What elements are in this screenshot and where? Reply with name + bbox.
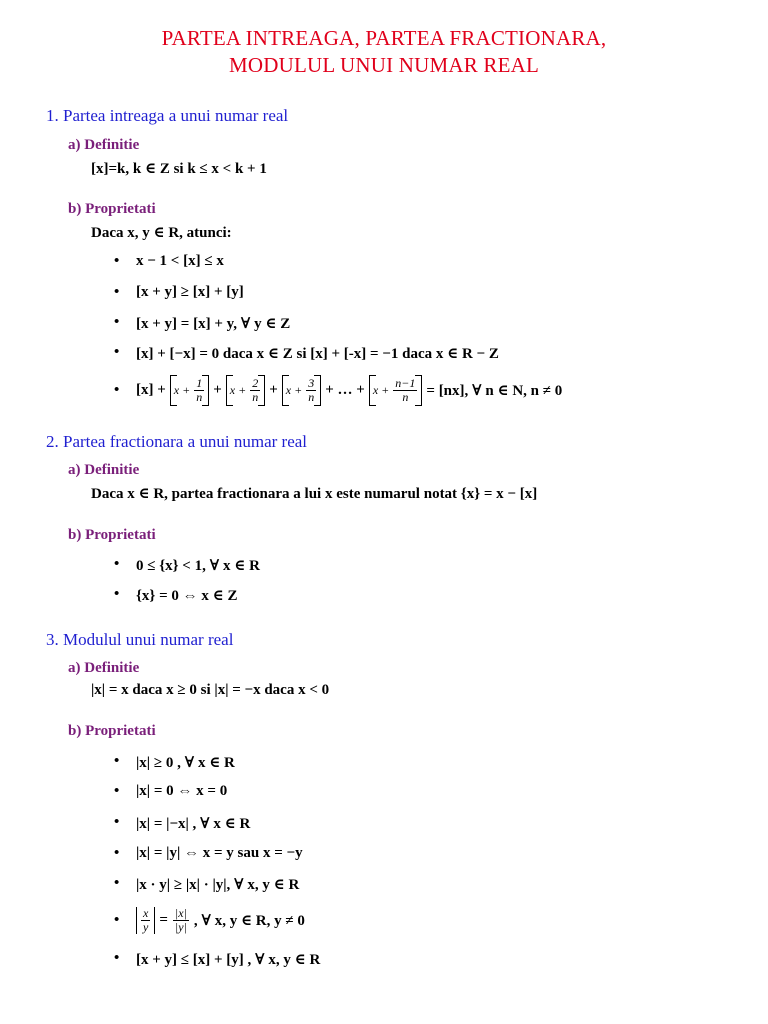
property-item: {x} = 0 ⇔ x ∈ Z: [136, 588, 238, 604]
property-item: |x| = |y| ⇔ x = y sau x = −y: [136, 845, 303, 861]
property-item: [x + y] ≤ [x] + [y] , ∀ x, y ∈ R: [136, 952, 321, 968]
section-2-definition: Daca x ∈ R, partea fractionara a lui x este numarul notat {x} = x − [x]: [91, 486, 538, 502]
term-var: x: [372, 382, 379, 397]
section-2-properties-label: b) Proprietati: [68, 527, 156, 543]
section-1-heading: 1. Partea intreaga a unui numar real: [46, 106, 289, 125]
property-item: 0 ≤ {x} < 1, ∀ x ∈ R: [136, 558, 260, 574]
hermite-end: = [nx], ∀ n ∈ N, n ≠ 0: [426, 382, 563, 399]
hermite-start: [x] +: [136, 381, 166, 398]
bullet: •: [114, 875, 120, 891]
hermite-dots: + … +: [325, 381, 365, 398]
hermite-identity: [x] + x + $\frac{1}{n}$ + x + $\frac{2}{n}$ + x + $\frac{3}{n}$ + … + x + $\frac{n-1}{n}$ = [nx], ∀ n ∈ N, n ≠ 0: [136, 375, 563, 404]
property-item: [x + y] = [x] + y, ∀ y ∈ Z: [136, 316, 291, 332]
quotient-end: , ∀ x, y ∈ R, y ≠ 0: [193, 912, 305, 929]
section-1-definition-label: a) Definitie: [68, 137, 140, 153]
section-1-properties-label: b) Proprietati: [68, 201, 156, 217]
quotient-numerator: x: [143, 905, 149, 920]
quotient-rhs-denominator: |y|: [174, 919, 187, 934]
section-3-properties-label: b) Proprietati: [68, 723, 156, 739]
bullet: •: [114, 912, 120, 928]
abs-quotient: [136, 907, 155, 934]
bullet: •: [114, 284, 120, 300]
property-item: |x · y| ≥ |x| · |y|, ∀ x, y ∈ R: [136, 877, 300, 893]
section-2-heading: 2. Partea fractionara a unui numar real: [46, 432, 308, 451]
term-var: x: [173, 382, 180, 397]
section-3-definition-label: a) Definitie: [68, 660, 140, 676]
property-item: |x| = |−x| , ∀ x ∈ R: [136, 816, 251, 832]
property-item: |x| ≥ 0 , ∀ x ∈ R: [136, 755, 235, 771]
property-item: [x + y] ≥ [x] + [y]: [136, 284, 244, 300]
hermite-term-1: x + $\frac{1}{n}$: [170, 375, 209, 406]
bullet: •: [114, 845, 120, 861]
bullet: •: [114, 344, 120, 360]
bullet: •: [114, 314, 120, 330]
bullet: •: [114, 586, 120, 602]
bullet: •: [114, 753, 120, 769]
hermite-term-2: x + $\frac{2}{n}$: [226, 375, 265, 406]
term-numerator: 3: [308, 375, 315, 390]
term-denominator: n: [252, 389, 259, 404]
term-denominator: n: [402, 389, 409, 404]
bullet: •: [114, 950, 120, 966]
quotient-property: $\frac{x}{y}$ = $\frac{|x|}{|y|}$ , ∀ x, y ∈ R, y ≠ 0: [136, 900, 305, 940]
term-var: x: [285, 382, 292, 397]
term-numerator: 2: [252, 375, 259, 390]
section-1-properties-intro: Daca x, y ∈ R, atunci:: [91, 225, 232, 241]
term-denominator: n: [196, 389, 203, 404]
term-denominator: n: [308, 389, 315, 404]
section-2-definition-label: a) Definitie: [68, 462, 140, 478]
quotient-denominator: y: [143, 919, 149, 934]
section-1-definition: [x]=k, k ∈ Z si k ≤ x < k + 1: [91, 161, 267, 177]
term-var: x: [229, 382, 236, 397]
property-item: |x| = 0 ⇔ x = 0: [136, 783, 228, 799]
bullet: •: [114, 382, 120, 398]
term-numerator: n−1: [395, 375, 416, 390]
quotient-rhs-numerator: |x|: [174, 905, 187, 920]
title-line-2: MODULUL UNUI NUMAR REAL: [228, 53, 540, 77]
section-3-definition: |x| = x daca x ≥ 0 si |x| = −x daca x < 0: [91, 682, 330, 698]
bullet: •: [114, 783, 120, 799]
section-3-heading: 3. Modulul unui numar real: [46, 630, 234, 649]
hermite-term-3: x + $\frac{3}{n}$: [282, 375, 321, 406]
property-item: [x] + [−x] = 0 daca x ∈ Z si [x] + [-x] = −1 daca x ∈ R − Z: [136, 346, 499, 362]
title-line-1: PARTEA INTREAGA, PARTEA FRACTIONARA,: [161, 26, 607, 50]
bullet: •: [114, 556, 120, 572]
bullet: •: [114, 814, 120, 830]
property-item: x − 1 < [x] ≤ x: [136, 253, 224, 269]
term-numerator: 1: [196, 375, 203, 390]
bullet: •: [114, 253, 120, 269]
hermite-term-n: x + $\frac{n-1}{n}$: [369, 375, 423, 406]
